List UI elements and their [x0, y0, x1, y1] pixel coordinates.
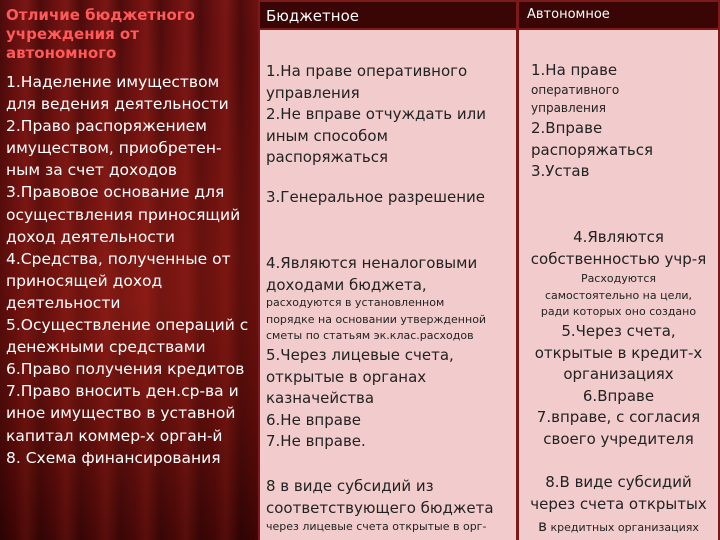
autonomous-column: [519, 30, 718, 540]
budget-block-8: [266, 476, 494, 519]
text-line: 6.Вправе: [582, 386, 655, 405]
text-line: управления: [266, 83, 360, 102]
criteria-line: 3.Правовое основание для: [6, 183, 225, 202]
text-line: управления: [531, 101, 606, 115]
criteria-line: 1.Наделение имуществом: [6, 73, 220, 91]
text-line: 3.Устав: [531, 162, 590, 180]
criteria-line: для ведения деятельности: [6, 95, 229, 114]
auto-block-4: [523, 227, 714, 270]
text-line: 1.На праве оперативного: [266, 62, 468, 80]
text-line: через счета открытых: [530, 494, 707, 513]
text-line: 1.На праве: [531, 61, 618, 79]
criteria-line: капитал коммер-х орган-й: [6, 426, 223, 445]
text-line: организациях: [563, 365, 674, 383]
text-line: Расходуются: [580, 272, 657, 285]
title-line: автономного: [6, 44, 117, 62]
criteria-line: 8. Схема финансирования: [6, 448, 221, 467]
text-line: открытые в кредит-х: [534, 343, 703, 362]
text-line: самостоятельно на цели,: [544, 288, 693, 302]
title-line: Отличие бюджетного: [6, 6, 195, 24]
text-line: 8 в виде субсидий из: [266, 477, 434, 495]
auto-block-2: [531, 118, 653, 183]
text-line: 4.Являются неналоговыми: [266, 254, 478, 272]
budget-block-4-note: [266, 295, 486, 345]
text-line: через лицевые счета открытые в орг-: [266, 520, 487, 533]
criteria-line: приносящей доход: [6, 271, 163, 290]
criteria-line: ным за счет доходов: [6, 161, 178, 180]
auto-block-1-note: [531, 81, 619, 117]
text-line: 5.Через лицевые счета,: [266, 346, 454, 364]
text-line: соответствующего бюджета: [266, 498, 494, 517]
criteria-line: осуществления приносящий: [6, 205, 241, 224]
criteria-list: [6, 71, 254, 469]
text-line: доходами бюджета,: [266, 275, 427, 294]
criteria-line: имуществом, приобретен-: [6, 139, 222, 158]
budget-column: [260, 30, 516, 540]
auto-block-8-last: [523, 515, 714, 539]
budget-block-3: [266, 187, 485, 209]
text-line: 8.В виде субсидий: [545, 473, 692, 491]
budget-block-5: [266, 345, 454, 453]
comparison-table: [258, 0, 720, 540]
auto-block-4-note: [523, 271, 714, 321]
left-title: [6, 6, 252, 63]
text-line: 7.Не вправе.: [266, 432, 366, 450]
auto-block-1: [531, 60, 617, 82]
text-line: 5.Через счета,: [561, 322, 676, 340]
criteria-line: 4.Средства, полученные от: [6, 249, 231, 268]
text-line: 6.Не вправе: [266, 410, 362, 429]
criteria-line: 2.Право распоряжением: [6, 117, 207, 136]
text-line: собственностью учр-я: [530, 249, 707, 268]
text-line: оперативного: [531, 83, 620, 97]
text-fragment: в: [538, 517, 547, 535]
header-autonomous: Автономное: [519, 2, 718, 28]
text-line: распоряжаться: [266, 148, 389, 166]
budget-block-4: [266, 253, 477, 296]
text-line: открытые в органах: [266, 367, 427, 386]
text-line: 3.Генеральное разрешение: [266, 188, 486, 206]
auto-block-8: [523, 472, 714, 515]
text-line: порядке на основании утвержденной: [266, 312, 487, 326]
criteria-line: 5.Осуществление операций с: [6, 316, 249, 335]
criteria-line: доход деятельности: [6, 227, 175, 246]
text-line: 2.Вправе: [531, 119, 603, 137]
criteria-line: денежными средствами: [6, 338, 206, 357]
criteria-line: деятельности: [6, 293, 121, 312]
text-line: казначейства: [266, 389, 375, 407]
text-line: 2.Не вправе отчуждать или: [266, 105, 486, 123]
budget-block-8-note: [266, 519, 486, 536]
text-line: расходуются в установленном: [266, 296, 445, 309]
text-line: сметы по статьям эк.клас.расходов: [266, 329, 474, 342]
auto-block-5: [523, 321, 714, 450]
left-panel: [0, 0, 256, 540]
text-line: 7.вправе, с согласия: [536, 408, 701, 426]
header-budget: Бюджетное: [260, 2, 516, 28]
budget-block-1: [266, 61, 486, 169]
text-line: ради которых оно создано: [540, 305, 697, 318]
criteria-line: 6.Право получения кредитов: [6, 360, 245, 379]
text-line: 4.Являются: [573, 228, 664, 246]
title-line: учреждения от: [6, 25, 139, 43]
text-fragment: кредитных организациях: [546, 521, 699, 534]
text-line: распоряжаться: [531, 140, 654, 159]
text-line: своего учредителя: [543, 429, 694, 448]
criteria-line: 7.Право вносить ден.ср-ва и: [6, 382, 239, 401]
text-line: иным способом: [266, 126, 388, 145]
criteria-line: иное имущество в уставной: [6, 404, 236, 423]
